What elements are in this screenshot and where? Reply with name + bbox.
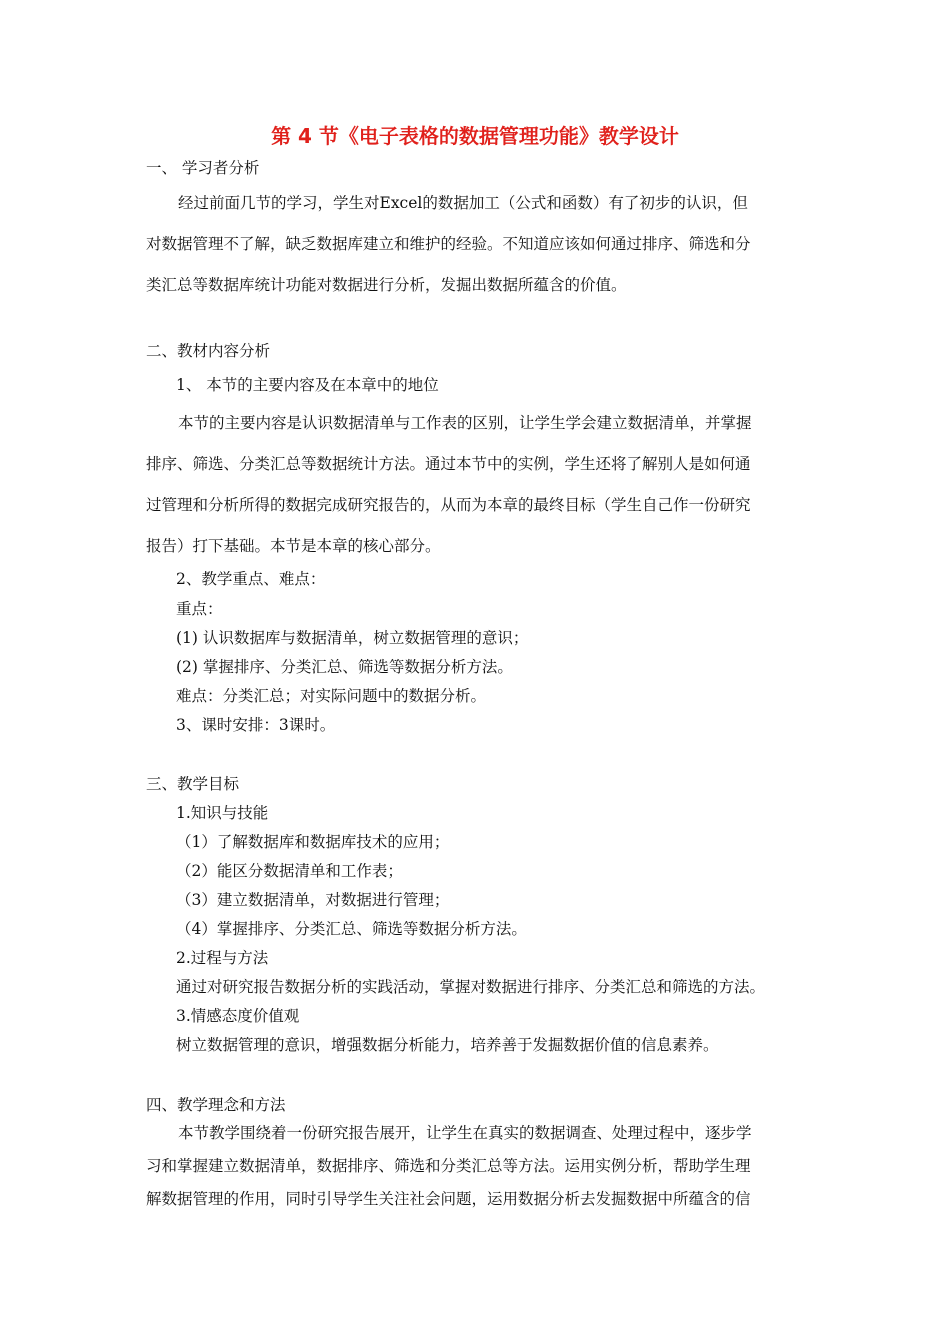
paragraph-line: 解数据管理的作用，同时引导学生关注社会问题，运用数据分析去发掘数据中所蕴含的信 [146, 1190, 751, 1208]
key-points-label: 重点： [176, 600, 223, 618]
difficulty-text: 难点：分类汇总；对实际问题中的数据分析。 [176, 687, 487, 705]
section-heading-content-analysis: 二、教材内容分析 [146, 342, 271, 360]
subheading-schedule: 3、课时安排：3课时。 [176, 716, 336, 734]
section-heading-teaching-methods: 四、教学理念和方法 [146, 1096, 286, 1114]
document-title: 第 4 节《电子表格的数据管理功能》教学设计 [271, 124, 679, 148]
goal-item: （4）掌握排序、分类汇总、筛选等数据分析方法。 [176, 920, 527, 938]
goal-item: （1）了解数据库和数据库技术的应用； [176, 833, 450, 851]
paragraph-line: 习和掌握建立数据清单，数据排序、筛选和分类汇总等方法。运用实例分析，帮助学生理 [146, 1157, 751, 1175]
goal-heading-knowledge: 1.知识与技能 [176, 804, 269, 822]
goal-heading-attitude: 3.情感态度价值观 [176, 1007, 300, 1025]
section-heading-teaching-goals: 三、教学目标 [146, 775, 240, 793]
paragraph-line: 对数据管理不了解，缺乏数据库建立和维护的经验。不知道应该如何通过排序、筛选和分 [146, 235, 751, 253]
goal-text: 通过对研究报告数据分析的实践活动，掌握对数据进行排序、分类汇总和筛选的方法。 [176, 978, 766, 996]
paragraph-line: 报告）打下基础。本节是本章的核心部分。 [146, 537, 441, 555]
goal-text: 树立数据管理的意识，增强数据分析能力，培养善于发掘数据价值的信息素养。 [176, 1036, 719, 1054]
paragraph-line: 排序、筛选、分类汇总等数据统计方法。通过本节中的实例，学生还将了解别人是如何通 [146, 455, 751, 473]
paragraph-line: 本节的主要内容是认识数据清单与工作表的区别，让学生学会建立数据清单，并掌握 [178, 414, 752, 432]
section-heading-learner-analysis: 一、 学习者分析 [146, 159, 260, 177]
key-point-item: (2) 掌握排序、分类汇总、筛选等数据分析方法。 [176, 658, 513, 676]
paragraph-line: 本节教学围绕着一份研究报告展开，让学生在真实的数据调查、处理过程中，逐步学 [178, 1124, 752, 1142]
goal-item: （2）能区分数据清单和工作表； [176, 862, 403, 880]
paragraph-line: 经过前面几节的学习，学生对Excel的数据加工（公式和函数）有了初步的认识，但 [178, 194, 748, 212]
goal-item: （3）建立数据清单，对数据进行管理； [176, 891, 450, 909]
key-point-item: (1) 认识数据库与数据清单，树立数据管理的意识； [176, 629, 529, 647]
goal-heading-process: 2.过程与方法 [176, 949, 269, 967]
paragraph-line: 类汇总等数据库统计功能对数据进行分析，发掘出数据所蕴含的价值。 [146, 276, 627, 294]
paragraph-line: 过管理和分析所得的数据完成研究报告的，从而为本章的最终目标（学生自己作一份研究 [146, 496, 751, 514]
subheading-key-points: 2、教学重点、难点： [176, 570, 326, 588]
subheading-main-content: 1、 本节的主要内容及在本章中的地位 [176, 376, 439, 394]
